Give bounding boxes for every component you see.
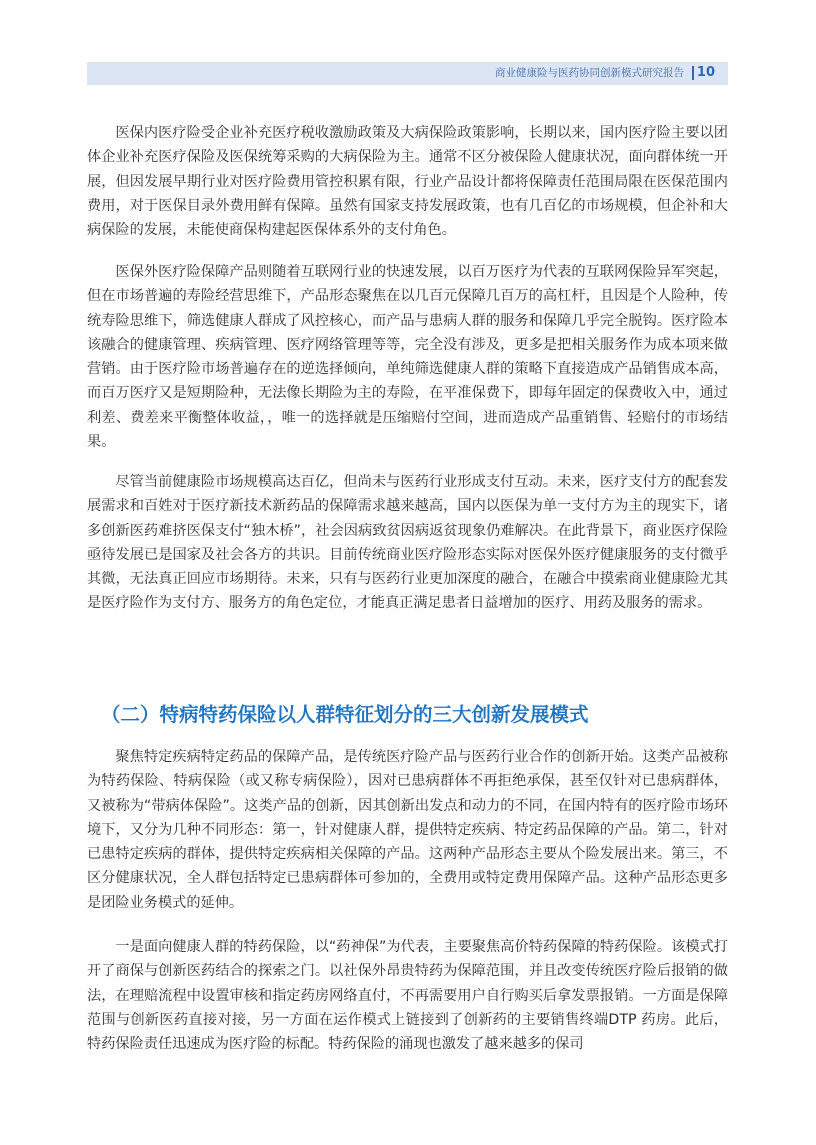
body-paragraph: 医保内医疗险受企业补充医疗税收激励政策及大病保险政策影响，长期以来，国内医疗险主要以团体企业补充医疗保险及医保统筹采购的大病保险为主。通常不区分被保险人健康状况，面向群体统一开展，但因发展早期行业对医疗险费用管控积累有限，行业产品设计都将保障责任范围局限在医保范围内费用，对于医保目录外费用鲜有保障。虽然有国家支持发展政策，也有几百亿的市场规模，但企补和大病保险的发展，未能使商保构建起医保体系外的支付角色。	[87, 125, 728, 239]
page-number: 10	[696, 65, 715, 80]
header-separator	[692, 66, 694, 80]
section-heading: （二）特病特药保险以人群特征划分的三大创新发展模式	[101, 703, 589, 726]
body-paragraph: 一是面向健康人群的特药保险，以“药神保”为代表，主要聚焦高价特药保障的特药保险。该模式打开了商保与创新医药结合的探索之门。以社保外昂贵特药为保障范围，并且改变传统医疗险后报销的做法，在理赔流程中设置审核和指定药房网络直付，不再需要用户自行购买后拿发票报销。一方面是保障范围与创新医药直接对接，另一方面在运作模式上链接到了创新药的主要销售终端DTP 药房。此后，特药保险责任迅速成为医疗险的标配。特药保险的涌现也激发了越来越多的保司	[87, 939, 728, 1053]
body-paragraph: 尽管当前健康险市场规模高达百亿，但尚未与医药行业形成支付互动。未来，医疗支付方的配套发展需求和百姓对于医疗新技术新药品的保障需求越来越高，国内以医保为单一支付方为主的现实下，诸多创新医药难挤医保支付“独木桥”，社会因病致贫因病返贫现象仍难解决。在此背景下，商业医疗保险亟待发展已是国家及社会各方的共识。目前传统商业医疗险形态实际对医保外医疗健康服务的支付微乎其微，无法真正回应市场期待。未来，只有与医药行业更加深度的融合，在融合中摸索商业健康险尤其是医疗险作为支付方、服务方的角色定位，才能真正满足患者日益增加的医疗、用药及服务的需求。	[87, 474, 728, 612]
running-header	[87, 62, 728, 85]
body-paragraph: 医保外医疗险保障产品则随着互联网行业的快速发展，以百万医疗为代表的互联网保险异军突起，但在市场普遍的寿险经营思维下，产品形态聚焦在以几百元保障几百万的高杠杆，且因是个人险种，传统寿险思维下，筛选健康人群成了风控核心，而产品与患病人群的服务和保障几乎完全脱钩。医疗险本该融合的健康管理、疾病管理、医疗网络管理等等，完全没有涉及，更多是把相关服务作为成本项来做营销。由于医疗险市场普遍存在的逆选择倾向，单纯筛选健康人群的策略下直接造成产品销售成本高，而百万医疗又是短期险种，无法像长期险为主的寿险，在平准保费下，即每年固定的保费收入中，通过利差、费差来平衡整体收益，，唯一的选择就是压缩赔付空间，进而造成产品重销售、轻赔付的市场结果。	[87, 264, 728, 451]
report-title: 商业健康险与医药协同创新模式研究报告	[495, 67, 684, 79]
body-paragraph: 聚焦特定疾病特定药品的保障产品，是传统医疗险产品与医药行业合作的创新开始。这类产品被称为特药保险、特病保险（或又称专病保险），因对已患病群体不再拒绝承保，甚至仅针对已患病群体，又被称为“带病体保险”。这类产品的创新，因其创新出发点和动力的不同，在国内特有的医疗险市场环境下，又分为几种不同形态：第一，针对健康人群，提供特定疾病、特定药品保障的产品。第二，针对已患特定疾病的群体，提供特定疾病相关保障的产品。这两种产品形态主要从个险发展出来。第三，不区分健康状况，全人群包括特定已患病群体可参加的，全费用或特定费用保障产品。这种产品形态更多是团险业务模式的延伸。	[87, 749, 728, 911]
